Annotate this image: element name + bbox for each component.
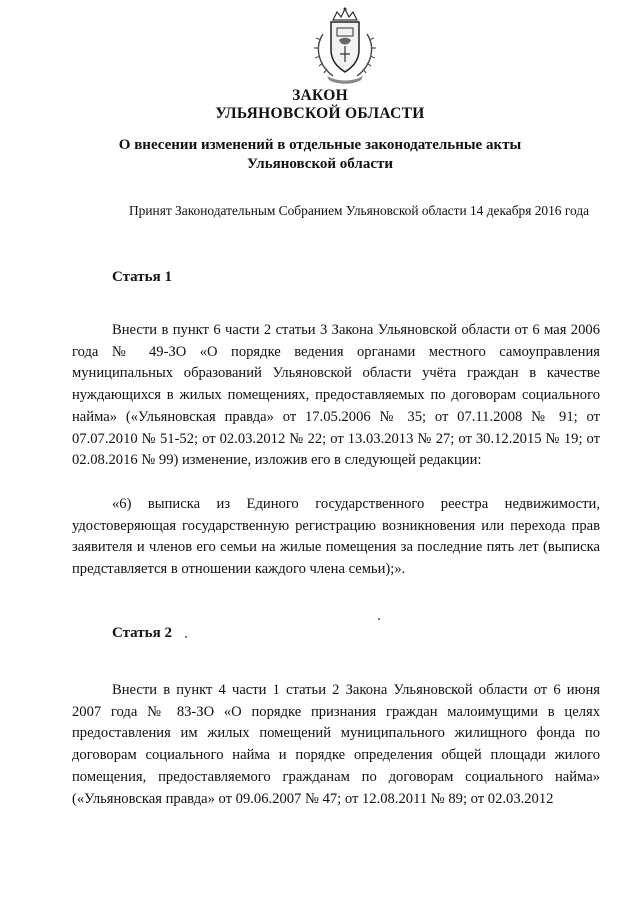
- adoption-line: Принят Законодательным Собранием Ульяновской области 14 декабря 2016 года: [129, 203, 590, 218]
- scan-speck: [185, 636, 187, 638]
- document-title-line1: ЗАКОН: [292, 87, 348, 104]
- document-title-line2: УЛЬЯНОВСКОЙ ОБЛАСТИ: [215, 105, 425, 122]
- article-1-heading: Статья 1: [112, 269, 172, 285]
- article-1-paragraph-1: Внести в пункт 6 части 2 статьи 3 Закона Ульяновской области от 6 мая 2006 года № 49-ЗО «О порядке ведения органами местного самоуправления муниципальных образований Ульяновской области учёта граждан в качестве нуждающихся в жилых помещениях, предоставляемых по договорам социального найма» («Ульяновская правда» от 17.05.2006 № 35; от 07.11.2008 № 91; от 07.07.2010 № 51-52; от 02.03.2012 № 22; от 13.03.2013 № 27; от 30.12.2015 № 19; от 02.08.2016 № 99) изменение, изложив его в следующей редакции:: [72, 322, 600, 469]
- article-2-paragraph-1: Внести в пункт 4 части 1 статьи 2 Закона Ульяновской области от 6 июня 2007 года № 83-ЗО «О порядке признания граждан малоимущими в целях предоставления им жилых помещений муниципального жилищного фонда по договорам социального найма и порядке определения общей площади жилого помещения, предоставляемого гражданам по договорам социального найма» («Ульяновская правда» от 09.06.2007 № 47; от 12.08.2011 № 89; от 02.03.2012: [72, 682, 600, 807]
- article-1-paragraph-2: «6) выписка из Единого государственного реестра недвижимости, удостоверяющая государственную регистрацию возникновения или перехода прав заявителя и членов его семьи на жилые помещения за последние пять лет (выписка представляется в отношении каждого члена семьи);».: [72, 496, 600, 578]
- coat-of-arms-icon: [309, 6, 381, 86]
- article-2-heading: Статья 2: [112, 625, 172, 641]
- document-subtitle-line2: Ульяновской области: [246, 156, 394, 172]
- scan-speck: [378, 618, 380, 620]
- document-subtitle-line1: О внесении изменений в отдельные законодательные акты: [118, 137, 522, 153]
